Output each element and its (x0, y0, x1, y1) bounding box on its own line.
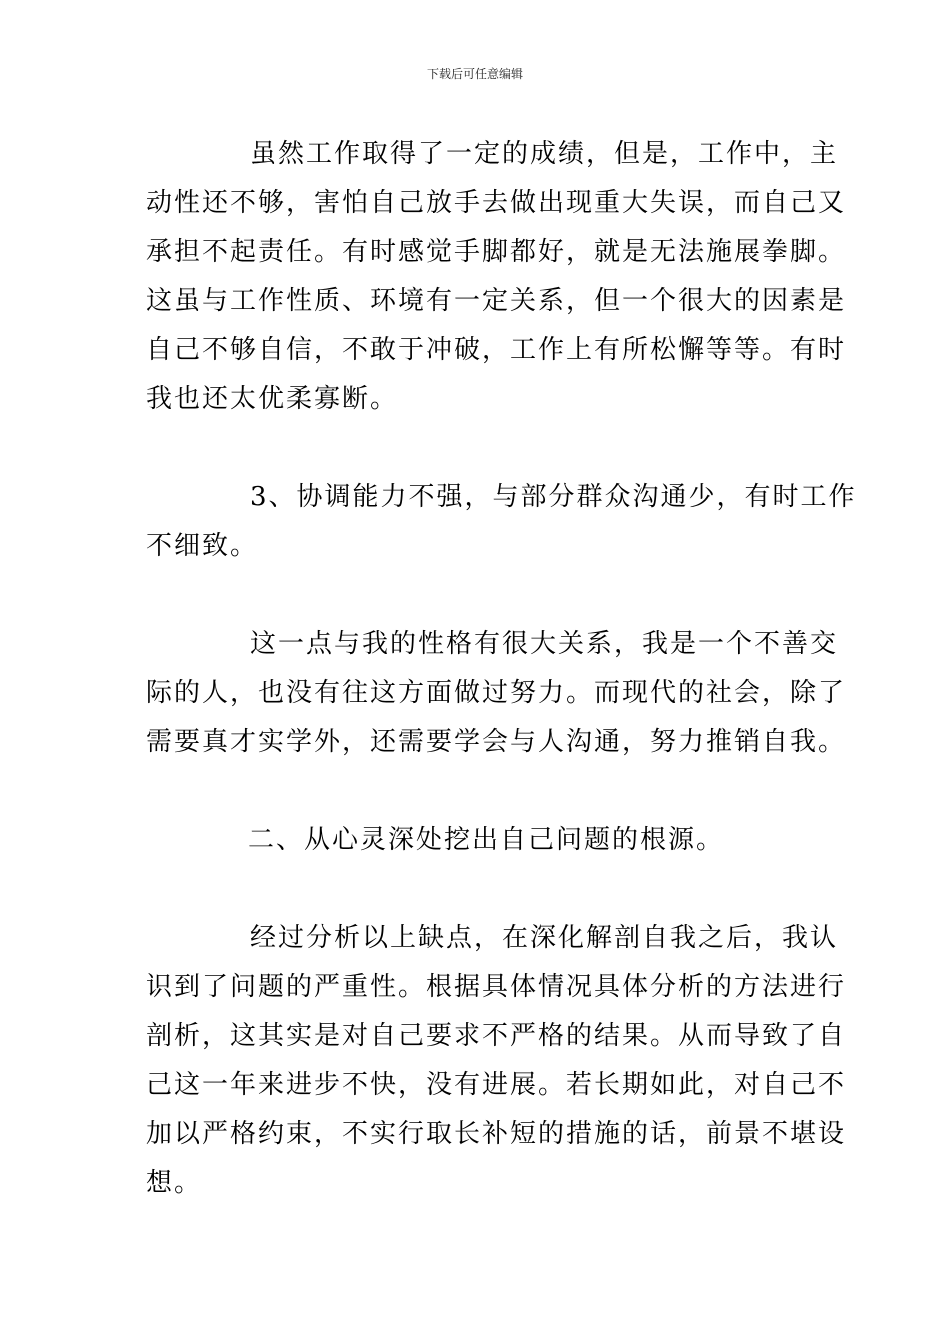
paragraph-line: 这一点与我的性格有很大关系，我是一个不善交 (250, 629, 839, 659)
paragraph-line: 动性还不够，害怕自己放手去做出现重大失误，而自己又 (146, 188, 847, 218)
paragraph-line: 剖析，这其实是对自己要求不严格的结果。从而导致了自 (146, 1021, 847, 1051)
paragraph-line: 识到了问题的严重性。根据具体情况具体分析的方法进行 (146, 972, 847, 1002)
paragraph-line: 我也还太优柔寡断。 (146, 384, 399, 414)
paragraph-line: 加以严格约束，不实行取长补短的措施的话，前景不堪设 (146, 1119, 847, 1149)
paragraph (146, 473, 857, 571)
paragraph-spacer (146, 865, 808, 914)
paragraph (146, 130, 847, 424)
paragraph-spacer (146, 571, 808, 620)
paragraph-line: 自己不够自信，不敢于冲破，工作上有所松懈等等。有时 (146, 335, 847, 365)
section-heading (146, 816, 808, 865)
paragraph-line: 承担不起责任。有时感觉手脚都好，就是无法施展拳脚。 (146, 237, 847, 267)
paragraph-line: 这虽与工作性质、环境有一定关系，但一个很大的因素是 (146, 286, 847, 316)
paragraph (146, 620, 847, 767)
paragraph-spacer (146, 424, 808, 473)
heading-line: 二、从心灵深处挖出自己问题的根源。 (248, 825, 725, 855)
paragraph-line: 际的人，也没有往这方面做过努力。而现代的社会，除了 (146, 678, 847, 708)
document-body (146, 130, 857, 1208)
paragraph-spacer (146, 767, 808, 816)
paragraph-line: 不细致。 (146, 531, 259, 561)
paragraph-line: 己这一年来进步不快，没有进展。若长期如此，对自己不 (146, 1070, 847, 1100)
paragraph-line: 虽然工作取得了一定的成绩，但是，工作中，主 (250, 139, 839, 169)
paragraph-line: 经过分析以上缺点，在深化解剖自我之后，我认 (250, 923, 839, 953)
page-header: 下载后可任意编辑 (426, 67, 523, 81)
paragraph-line: 3、协调能力不强，与部分群众沟通少，有时工作 (250, 482, 857, 512)
paragraph-line: 想。 (146, 1168, 203, 1198)
paragraph (146, 914, 847, 1208)
paragraph-line: 需要真才实学外，还需要学会与人沟通，努力推销自我。 (146, 727, 847, 757)
